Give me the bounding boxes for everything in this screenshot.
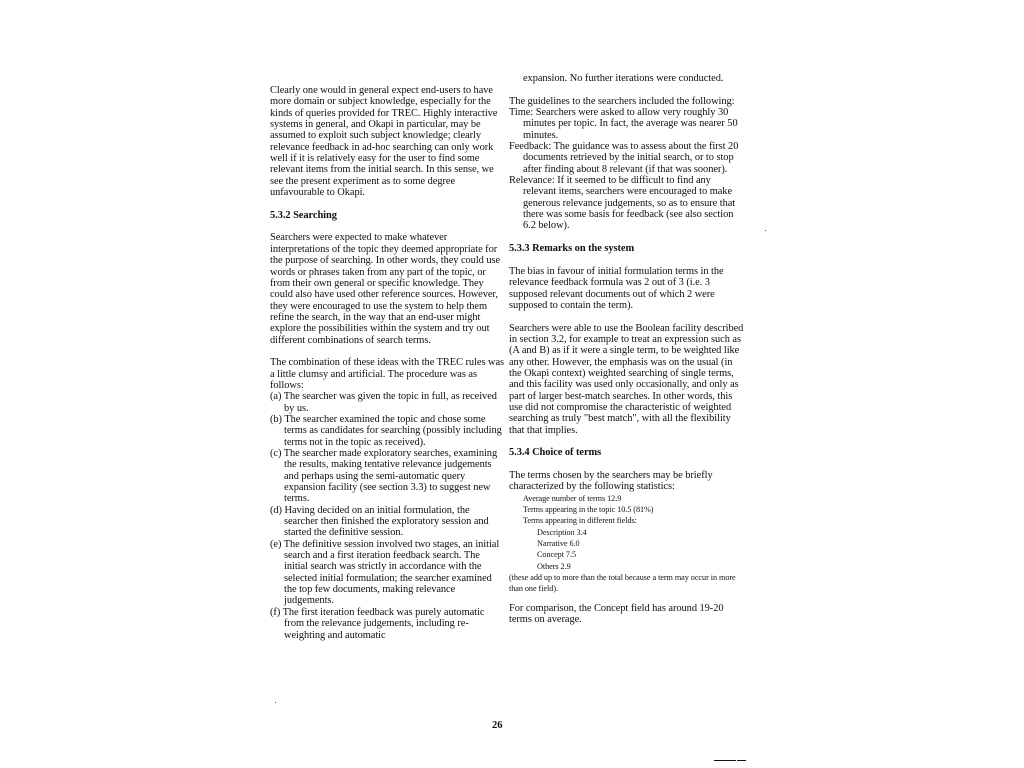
boolean-paragraph: Searchers were able to use the Boolean facility described in section 3.2, for example to treat an expression such as (A and B) as if it were a single term, to be weighted like any other. However, the emphasis was on the usual (in the Okapi context) weighted searching of single terms, and this facility was used only occasionally, and only as part of larger best-match searches. In other words, this use did not compromise the characteristic of weighted searching as truly "best match", with all the flexibility that that implies. <box>509 322 744 436</box>
guideline-item: Time: Searchers were asked to allow very roughly 30 minutes per topic. In fact, the average was nearer 50 minutes. <box>509 107 738 141</box>
guidelines-list <box>509 107 745 232</box>
stat-average: Average number of terms 12.9 <box>523 493 622 503</box>
procedure-step: (f) The first iteration feedback was purely automatic from the relevance judgements, including re-weighting and automatic <box>270 606 485 641</box>
procedure-step: (a) The searcher was given the topic in full, as received by us. <box>270 391 497 414</box>
searching-paragraph: Searchers were expected to make whatever interpretations of the topic they deemed appropriate for the purpose of searching. In other words, they could use words or phrases taken from any part of the topic, or from their own general or specific knowledge. They could also have used other reference sources. However, they were encouraged to use the system to help them refine the search, in the way that an end-user might explore the possibilities within the system and try out different combinations of search terms. <box>270 232 501 346</box>
right-column <box>509 73 745 626</box>
continuation-text: expansion. No further iterations were conducted. <box>523 73 724 84</box>
guidelines-intro: The guidelines to the searchers included the following: <box>509 95 735 107</box>
stat-fields-label: Terms appearing in different fields: <box>523 516 637 526</box>
statistics-list <box>509 493 745 572</box>
procedure-step: (d) Having decided on an initial formulation, the searcher then finished the exploratory session and started the definitive session. <box>270 504 489 539</box>
scan-artifact-dot <box>765 230 766 231</box>
scan-artifact-dot <box>275 702 276 703</box>
bias-paragraph: The bias in favour of initial formulation terms in the relevance feedback formula was 2 out of 3 (i.e. 3 supposed relevant documents out of which 2 were supposed to contain the term). <box>509 265 724 311</box>
stat-field: Others 2.9 <box>537 561 571 571</box>
procedure-step: (e) The definitive session involved two stages, an initial search and a first iteration feedback search. The initial search was strictly in accordance with the selected initial formulation; the searcher examined the top few documents, making relevance judgements. <box>270 538 500 607</box>
left-column <box>270 85 506 641</box>
stat-in-topic: Terms appearing in the topic 10.5 (81%) <box>523 505 654 515</box>
guideline-item: Feedback: The guidance was to assess about the first 20 documents retrieved by the initial search, or to stop after finding about 8 relevant (if that was sooner). <box>509 141 739 175</box>
procedure-step: (c) The searcher made exploratory searches, examining the results, making tentative relevance judgements and perhaps using the semi-automatic query expansion facility (see section 3.3) to suggest new terms. <box>270 448 498 505</box>
stat-field: Narrative 6.0 <box>537 539 580 549</box>
choice-paragraph: The terms chosen by the searchers may be briefly characterized by the following statistics: <box>509 470 713 493</box>
intro-paragraph: Clearly one would in general expect end-users to have more domain or subject knowledge, especially for the kinds of queries provided for TREC. Highly interactive systems in general, and Okapi in particular, may be assumed to exploit such subject knowledge; clearly relevance feedback in ad-hoc searching can only work well if it is relatively easy for the user to find some relevant items from the initial search. In this sense, we see the present experiment as to some degree unfavourable to Okapi. <box>270 85 498 199</box>
section-heading-5-3-4: 5.3.4 Choice of terms <box>509 447 602 459</box>
comparison-paragraph: For comparison, the Concept field has around 19-20 terms on average. <box>509 602 724 626</box>
section-heading-5-3-2: 5.3.2 Searching <box>270 209 337 221</box>
scan-artifact-rule <box>714 760 736 761</box>
page-number: 26 <box>492 720 503 731</box>
procedure-intro-paragraph: The combination of these ideas with the TREC rules was a little clumsy and artificial. The procedure was as follows: <box>270 357 505 391</box>
scan-artifact-rule <box>737 760 746 761</box>
procedure-step: (b) The searcher examined the topic and chose some terms as candidates for searching (possibly including terms not in the topic as received). <box>270 413 502 448</box>
stat-field: Concept 7.5 <box>537 550 577 560</box>
statistics-note: (these add up to more than the total because a term may occur in more than one field). <box>509 573 736 594</box>
section-heading-5-3-3: 5.3.3 Remarks on the system <box>509 243 635 255</box>
stat-field: Description 3.4 <box>537 527 587 537</box>
guideline-item: Relevance: If it seemed to be difficult to find any relevant items, searchers were encouraged to make generous relevance judgements, so as to ensure that there was some basis for feedback (see also section 6.2 below). <box>509 175 736 232</box>
procedure-list <box>270 391 506 641</box>
